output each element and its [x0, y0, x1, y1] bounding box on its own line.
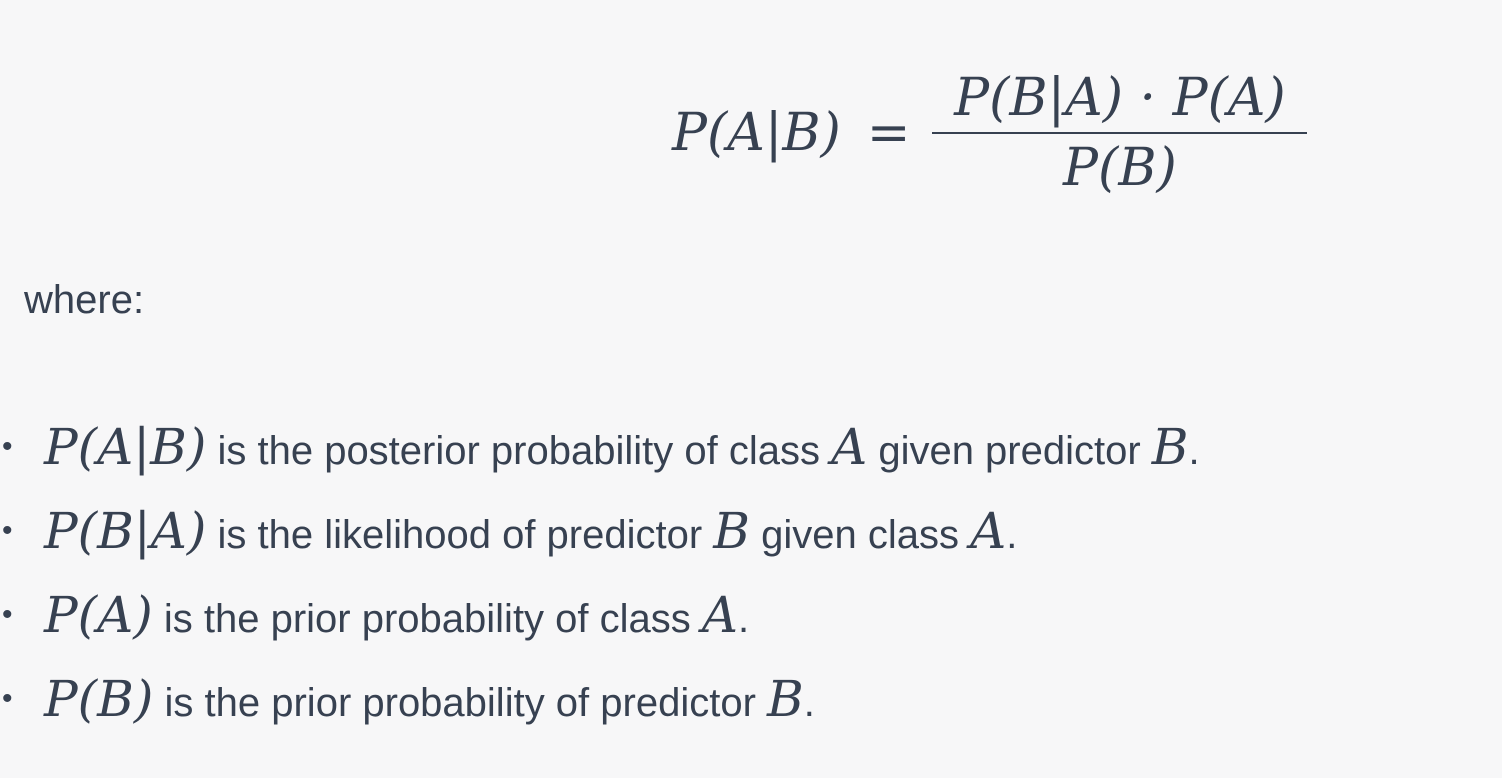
- formula-fraction: [932, 68, 1307, 198]
- formula-numerator: P(B|A) · P(A): [954, 68, 1286, 128]
- definition-text: is the posterior probability of class: [206, 429, 832, 473]
- bullet-icon: •: [2, 430, 13, 463]
- formula-equals: =: [866, 103, 911, 163]
- definition-text: given class: [750, 513, 971, 557]
- math-symbol: P(A|B): [44, 418, 207, 476]
- math-symbol: P(B|A): [44, 502, 207, 560]
- math-variable: A: [970, 502, 1007, 560]
- list-item: [0, 664, 1200, 748]
- where-label: where:: [24, 278, 145, 322]
- definition-text: .: [1006, 513, 1018, 557]
- list-item: [0, 580, 1200, 664]
- math-symbol: P(A): [44, 586, 153, 644]
- math-variable: B: [713, 502, 751, 560]
- math-variable: B: [767, 670, 804, 728]
- math-symbol: P(B): [44, 670, 154, 728]
- bullet-icon: •: [2, 682, 13, 715]
- definition-text: .: [1188, 429, 1200, 473]
- math-variable: A: [701, 586, 738, 644]
- definition-text: is the prior probability of class: [152, 597, 702, 641]
- bullet-icon: •: [2, 598, 13, 631]
- formula-denominator: P(B): [1063, 138, 1177, 198]
- bullet-icon: •: [2, 514, 13, 547]
- formula-lhs: P(A|B): [672, 103, 841, 163]
- definition-text: given predictor: [867, 429, 1152, 473]
- math-variable: B: [1151, 418, 1189, 476]
- list-item: [0, 412, 1200, 496]
- math-variable: A: [831, 418, 868, 476]
- list-item: [0, 496, 1200, 580]
- definition-list: [0, 412, 1200, 748]
- definition-text: .: [738, 597, 750, 641]
- bayes-formula: [672, 58, 1307, 208]
- fraction-bar: [932, 132, 1307, 134]
- definition-text: is the prior probability of predictor: [153, 681, 768, 725]
- definition-text: .: [803, 681, 815, 725]
- definition-text: is the likelihood of predictor: [206, 513, 714, 557]
